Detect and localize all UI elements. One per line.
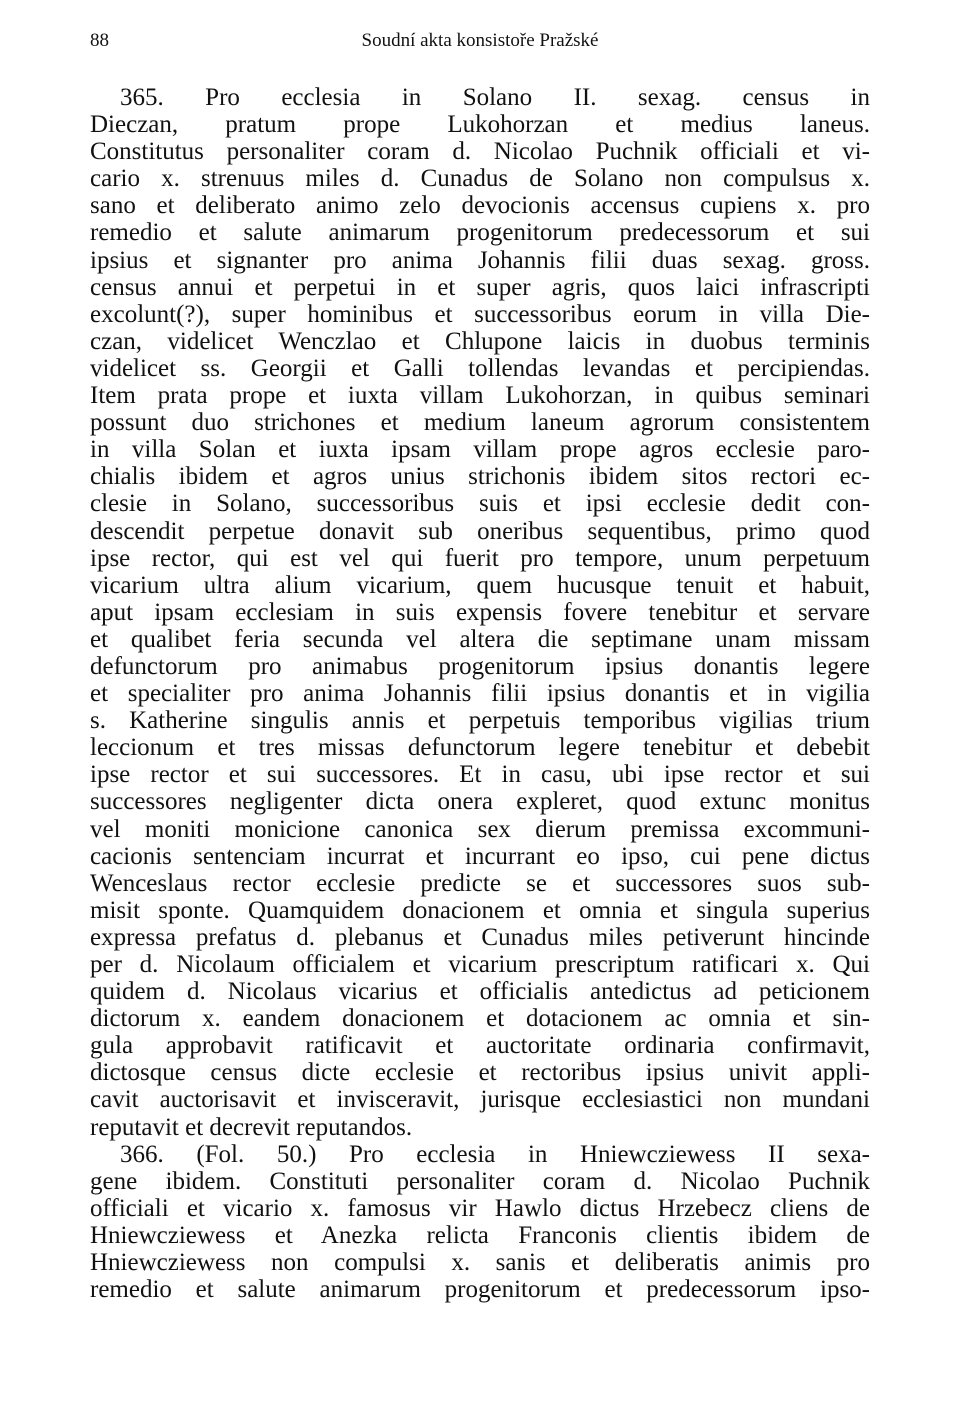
text-line: et qualibet feria secunda vel altera die septimane unam missam bbox=[90, 625, 870, 653]
text-line: ipse rector et sui successores. Et in casu, ubi ipse rector et sui bbox=[90, 761, 870, 789]
text-line: sano et deliberato animo zelo devocionis accensus cupiens x. pro bbox=[90, 192, 870, 220]
text-line: defunctorum pro animabus progenitorum ipsius donantis legere bbox=[90, 652, 870, 680]
text-line: vicarium ultra alium vicarium, quem hucusque tenuit et habuit, bbox=[90, 571, 870, 599]
text-line: cario x. strenuus miles d. Cunadus de Solano non compulsus x. bbox=[90, 165, 870, 193]
text-line: remedio et salute animarum progenitorum predecessorum et sui bbox=[90, 219, 870, 247]
text-line: quidem d. Nicolaus vicarius et officialis antedictus ad peticionem bbox=[90, 978, 870, 1006]
text-line: Constitutus personaliter coram d. Nicolao Puchnik officiali et vi- bbox=[90, 138, 870, 166]
text-line: gene ibidem. Constituti personaliter coram d. Nicolao Puchnik bbox=[90, 1167, 870, 1195]
text-line: expressa prefatus d. plebanus et Cunadus miles petiverunt hincinde bbox=[90, 923, 870, 951]
text-line: remedio et salute animarum progenitorum et predecessorum ipso- bbox=[90, 1276, 870, 1304]
text-line: aput ipsam ecclesiam in suis expensis fovere tenebitur et servare bbox=[90, 598, 870, 626]
text-line: chialis ibidem et agros unius strichonis ibidem sitos rectori ec- bbox=[90, 463, 870, 491]
text-line: successores negligenter dicta onera expleret, quod extunc monitus bbox=[90, 788, 870, 816]
text-line: cavit auctorisavit et invisceravit, jurisque ecclesiastici non mundani bbox=[90, 1086, 870, 1114]
text-line: dictorum x. eandem donacionem et dotacionem ac omnia et sin- bbox=[90, 1005, 870, 1033]
text-line: census annui et perpetui in et super agris, quos laici infrascripti bbox=[90, 273, 870, 301]
text-line: cacionis sentenciam incurrat et incurrant eo ipso, cui pene dictus bbox=[90, 842, 870, 870]
text-line: ipsius et signanter pro anima Johannis filii duas sexag. gross. bbox=[90, 246, 870, 274]
text-line: misit sponte. Quamquidem donacionem et omnia et singula superius bbox=[90, 896, 870, 924]
text-line: Dieczan, pratum prope Lukohorzan et medius laneus. bbox=[90, 111, 870, 139]
text-line: et specialiter pro anima Johannis filii ipsius donantis et in vigilia bbox=[90, 680, 870, 708]
text-line: gula approbavit ratificavit et auctoritate ordinaria confirmavit, bbox=[90, 1032, 870, 1060]
text-line: videlicet ss. Georgii et Galli tollendas levandas et percipiendas. bbox=[90, 354, 870, 382]
text-line: czan, videlicet Wenczlao et Chlupone laicis in duobus terminis bbox=[90, 327, 870, 355]
text-line: reputavit et decrevit reputandos. bbox=[90, 1113, 413, 1141]
text-line: clesie in Solano, successoribus suis et ipsi ecclesie dedit con- bbox=[90, 490, 870, 518]
text-line: dictosque census dicte ecclesie et rectoribus ipsius univit appli- bbox=[90, 1059, 870, 1087]
text-line: in villa Solan et iuxta ipsam villam prope agros ecclesie paro- bbox=[90, 436, 870, 464]
text-line: descendit perpetue donavit sub oneribus sequentibus, primo quod bbox=[90, 517, 870, 545]
page-number: 88 bbox=[90, 30, 109, 51]
text-body bbox=[90, 84, 870, 1303]
text-line: excolunt(?), super hominibus et successoribus eorum in villa Die- bbox=[90, 300, 870, 328]
text-line: possunt duo strichones et medium laneum agrorum consistentem bbox=[90, 409, 870, 437]
text-line: Item prata prope et iuxta villam Lukohorzan, in quibus seminari bbox=[90, 382, 870, 410]
text-line: vel moniti monicione canonica sex dierum premissa excommuni- bbox=[90, 815, 870, 843]
text-line: s. Katherine singulis annis et perpetuis temporibus vigilias trium bbox=[90, 707, 870, 735]
text-line: officiali et vicario x. famosus vir Hawlo dictus Hrzebecz cliens de bbox=[90, 1194, 870, 1222]
text-line: Wenceslaus rector ecclesie predicte se et successores suos sub- bbox=[90, 869, 870, 897]
running-title: Soudní akta konsistoře Pražské bbox=[361, 30, 599, 51]
text-line: Hniewcziewess non compulsi x. sanis et deliberatis animis pro bbox=[90, 1249, 870, 1277]
page-header bbox=[90, 30, 870, 56]
text-line: Hniewcziewess et Anezka relicta Franconis clientis ibidem de bbox=[90, 1221, 870, 1249]
text-line: 366. (Fol. 50.) Pro ecclesia in Hniewcziewess II sexa- bbox=[120, 1140, 870, 1168]
text-line: leccionum et tres missas defunctorum legere tenebitur et debebit bbox=[90, 734, 870, 762]
text-line: per d. Nicolaum officialem et vicarium prescriptum ratificari x. Qui bbox=[90, 951, 870, 978]
text-line: 365. Pro ecclesia in Solano II. sexag. census in bbox=[120, 84, 870, 111]
text-line: ipse rector, qui est vel qui fuerit pro tempore, unum perpetuum bbox=[90, 544, 870, 572]
